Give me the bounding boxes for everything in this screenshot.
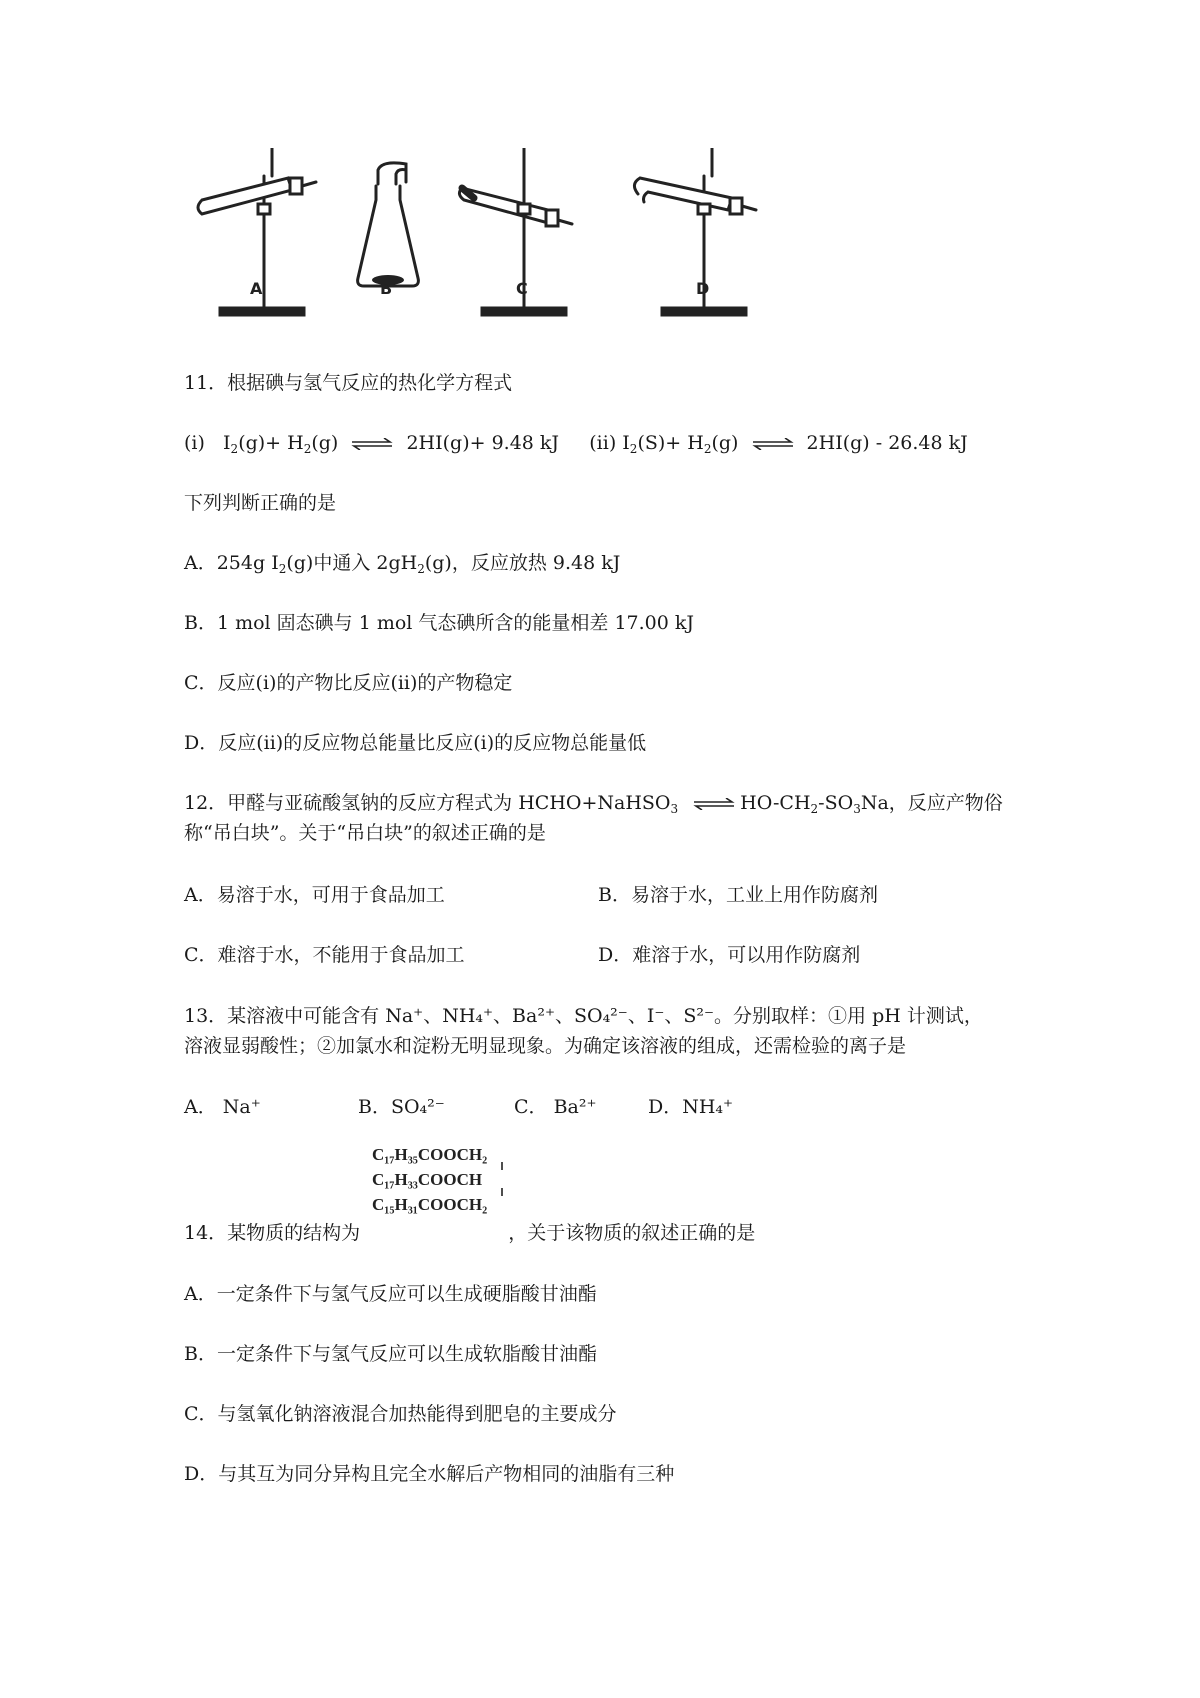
q12-stem-line2: 称“吊白块”。关于“吊白块”的叙述正确的是 xyxy=(184,822,546,844)
q11-option-d: D．反应(ii)的反应物总能量比反应(i)的反应物总能量低 xyxy=(184,732,647,754)
q11-stem: 11．根据碘与氢气反应的热化学方程式 xyxy=(184,372,513,394)
q13-option-d: D．NH₄⁺ xyxy=(648,1096,734,1118)
apparatus-label-d: D xyxy=(696,279,710,298)
apparatus-figure xyxy=(192,148,828,326)
apparatus-label-a: A xyxy=(250,279,263,298)
q14-option-d: D．与其互为同分异构且完全水解后产物相同的油脂有三种 xyxy=(184,1463,675,1485)
q13-option-a: A． Na⁺ xyxy=(184,1096,261,1118)
apparatus-label-b: B xyxy=(380,279,393,298)
equilibrium-arrow-icon xyxy=(751,438,795,450)
structure-row-3: C₁₅H₃₁COOCH₂ xyxy=(372,1195,488,1214)
q13-option-b: B．SO₄²⁻ xyxy=(358,1096,445,1118)
q13-option-c: C． Ba²⁺ xyxy=(514,1096,597,1118)
q14-option-b: B．一定条件下与氢气反应可以生成软脂酸甘油酯 xyxy=(184,1343,597,1365)
q11-option-a: A．254g $I_2(g)$中通入 $2gH_2(g)$，反应放热 9.48 kJ xyxy=(184,552,621,576)
apparatus-label-c: C xyxy=(516,279,528,298)
q11-eq-i-left: $I_2(g)+ H_2(g)$ xyxy=(210,432,339,456)
q13-stem-line1: 13．某溶液中可能含有 Na⁺、NH₄⁺、Ba²⁺、SO₄²⁻、I⁻、S²⁻。分别取样：①用 pH 计测试， xyxy=(184,1005,983,1027)
q11-eq-i-label: (i) xyxy=(184,432,205,454)
q12-option-b: B．易溶于水，工业上用作防腐剂 xyxy=(598,884,878,906)
q12-option-d: D．难溶于水，可以用作防腐剂 xyxy=(598,944,861,966)
q11-eq-ii-label: (ii) xyxy=(589,432,617,454)
q13-stem-line2: 溶液显弱酸性；②加氯水和淀粉无明显现象。为确定该溶液的组成，还需检验的离子是 xyxy=(184,1035,907,1057)
q14-option-c: C．与氢氧化钠溶液混合加热能得到肥皂的主要成分 xyxy=(184,1403,617,1425)
equilibrium-arrow-icon xyxy=(692,798,736,810)
q11-option-c: C．反应(i)的产物比反应(ii)的产物稳定 xyxy=(184,672,513,694)
q11-prompt: 下列判断正确的是 xyxy=(184,492,337,514)
q11-option-b: B．1 mol 固态碘与 1 mol 气态碘所含的能量相差 17.00 kJ xyxy=(184,612,695,634)
q11-eq-i-right: 2HI(g)+ 9.48 kJ xyxy=(406,432,560,454)
structure-row-1: C₁₇H₃₅COOCH₂ xyxy=(372,1145,488,1164)
structure-bonds xyxy=(498,1160,506,1220)
equilibrium-arrow-icon xyxy=(350,438,394,450)
triglyceride-structure xyxy=(372,1142,487,1217)
q11-equations xyxy=(184,430,968,456)
q12-option-a: A．易溶于水，可用于食品加工 xyxy=(184,884,445,906)
q11-eq-ii-right: 2HI(g) - 26.48 kJ xyxy=(806,432,968,454)
q14-stem: 14．某物质的结构为 ，关于该物质的叙述正确的是 xyxy=(184,1222,756,1244)
q12-stem-line1: 12．甲醛与亚硫酸氢钠的反应方程式为 HCHO+NaHSO$_3$ $HO-CH_2-SO_3Na$，反应产物俗 xyxy=(184,792,1003,816)
q11-eq-ii-left: $I_2(S)+ H_2(g)$ xyxy=(622,432,739,456)
q12-option-c: C．难溶于水，不能用于食品加工 xyxy=(184,944,465,966)
q14-option-a: A．一定条件下与氢气反应可以生成硬脂酸甘油酯 xyxy=(184,1283,597,1305)
structure-row-2: C₁₇H₃₃COOCH xyxy=(372,1170,483,1189)
